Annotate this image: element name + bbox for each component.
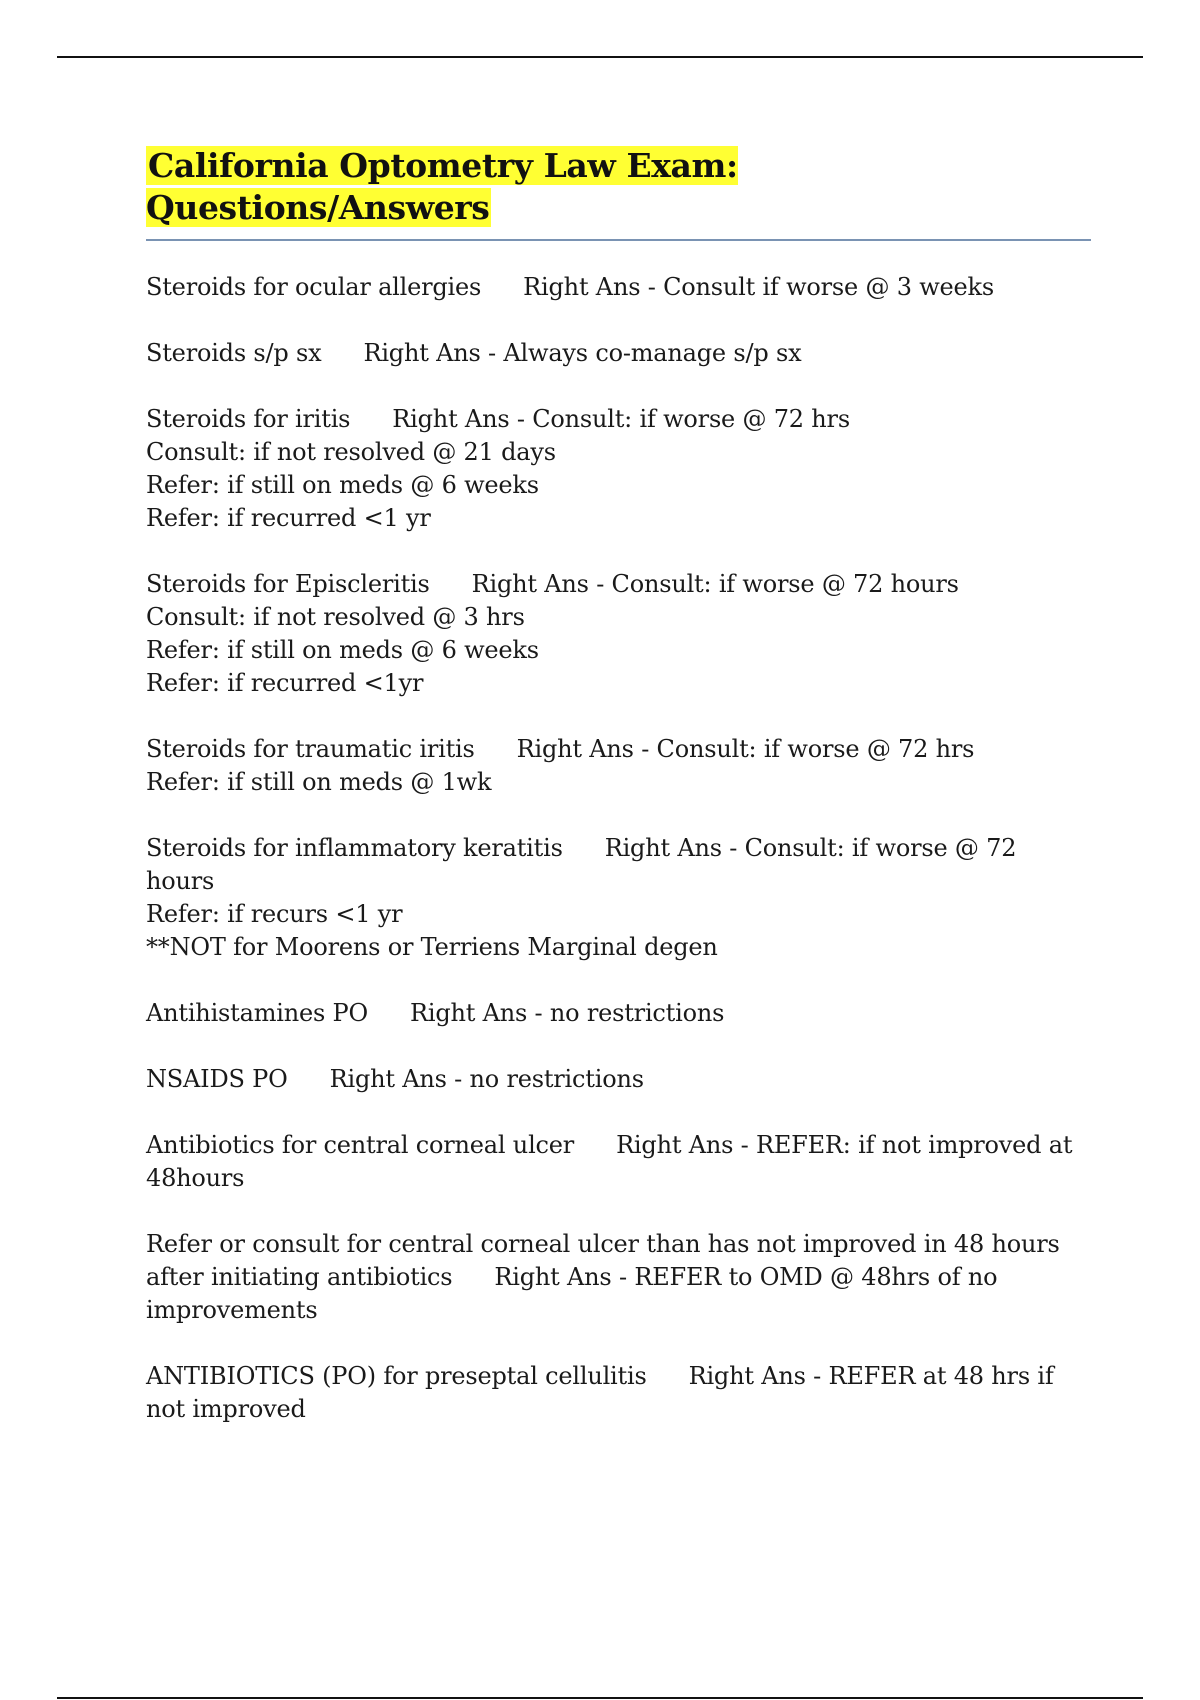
qa-entry (146, 568, 1091, 700)
question-text: Antibiotics for central corneal ulcer (146, 1131, 575, 1159)
qa-entry-main-line (146, 997, 1091, 1030)
answer-text: Right Ans - Consult: if worse @ 72 hours (146, 834, 1017, 895)
qa-entry (146, 337, 1091, 370)
question-text: Steroids for Episcleritis (146, 570, 430, 598)
answer-text: Right Ans - no restrictions (329, 1065, 644, 1093)
qa-entry (146, 1228, 1091, 1327)
qa-entry-main-line (146, 1063, 1091, 1096)
answer-detail-line: Refer: if still on meds @ 1wk (146, 768, 492, 796)
qa-entry (146, 733, 1091, 799)
qa-entry-main-line (146, 568, 1091, 601)
question-text: NSAIDS PO (146, 1065, 288, 1093)
qa-entry (146, 1129, 1091, 1195)
qa-entry-main-line (146, 403, 1091, 436)
bottom-rule (57, 1697, 1143, 1699)
qa-entry (146, 403, 1091, 535)
answer-detail-line: Refer: if recurs <1 yr (146, 900, 403, 928)
qa-entry-main-line (146, 337, 1091, 370)
top-rule (57, 56, 1143, 58)
qa-entry (146, 271, 1091, 304)
answer-detail-line: Refer: if still on meds @ 6 weeks (146, 636, 539, 664)
document-body (146, 145, 1091, 1459)
answer-text: Right Ans - Consult if worse @ 3 weeks (523, 273, 995, 301)
answer-text: Right Ans - REFER at 48 hrs if not improved (146, 1362, 1054, 1423)
question-text: Antihistamines PO (146, 999, 368, 1027)
question-text: ANTIBIOTICS (PO) for preseptal cellulitis (146, 1362, 647, 1390)
answer-detail-line: Consult: if not resolved @ 21 days (146, 438, 556, 466)
answer-text: Right Ans - no restrictions (409, 999, 725, 1027)
qa-entry (146, 997, 1091, 1030)
question-text: Refer or consult for central corneal ulcer than has not improved in 48 hours after initiating antibiotics (146, 1230, 1060, 1291)
qa-entry-main-line (146, 832, 1091, 898)
qa-entry-main-line (146, 1360, 1091, 1426)
qa-entry-main-line (146, 1129, 1091, 1195)
question-text: Steroids for ocular allergies (146, 273, 482, 301)
question-text: Steroids s/p sx (146, 339, 322, 367)
answer-text: Right Ans - REFER to OMD @ 48hrs of no improvements (146, 1263, 998, 1324)
qa-entry (146, 832, 1091, 964)
qa-entry-main-line (146, 271, 1091, 304)
answer-text: Right Ans - Always co-manage s/p sx (363, 339, 802, 367)
question-text: Steroids for inflammatory keratitis (146, 834, 563, 862)
qa-entry (146, 1360, 1091, 1426)
answer-text: Right Ans - Consult: if worse @ 72 hrs (516, 735, 975, 763)
question-text: Steroids for iritis (146, 405, 351, 433)
qa-entry-main-line (146, 733, 1091, 766)
answer-text: Right Ans - Consult: if worse @ 72 hours (471, 570, 959, 598)
qa-entry-main-line (146, 1228, 1091, 1327)
answer-detail-line: Refer: if still on meds @ 6 weeks (146, 471, 539, 499)
title-block (146, 145, 1091, 241)
answer-detail-line: Refer: if recurred <1 yr (146, 504, 431, 532)
answer-detail-line: **NOT for Moorens or Terriens Marginal degen (146, 933, 718, 961)
qa-list (146, 271, 1091, 1426)
answer-text: Right Ans - Consult: if worse @ 72 hrs (392, 405, 850, 433)
document-title: California Optometry Law Exam: Questions/Answers (146, 146, 738, 227)
answer-detail-line: Consult: if not resolved @ 3 hrs (146, 603, 525, 631)
answer-detail-line: Refer: if recurred <1yr (146, 669, 424, 697)
qa-entry (146, 1063, 1091, 1096)
question-text: Steroids for traumatic iritis (146, 735, 475, 763)
answer-text: Right Ans - REFER: if not improved at 48hours (146, 1131, 1073, 1192)
